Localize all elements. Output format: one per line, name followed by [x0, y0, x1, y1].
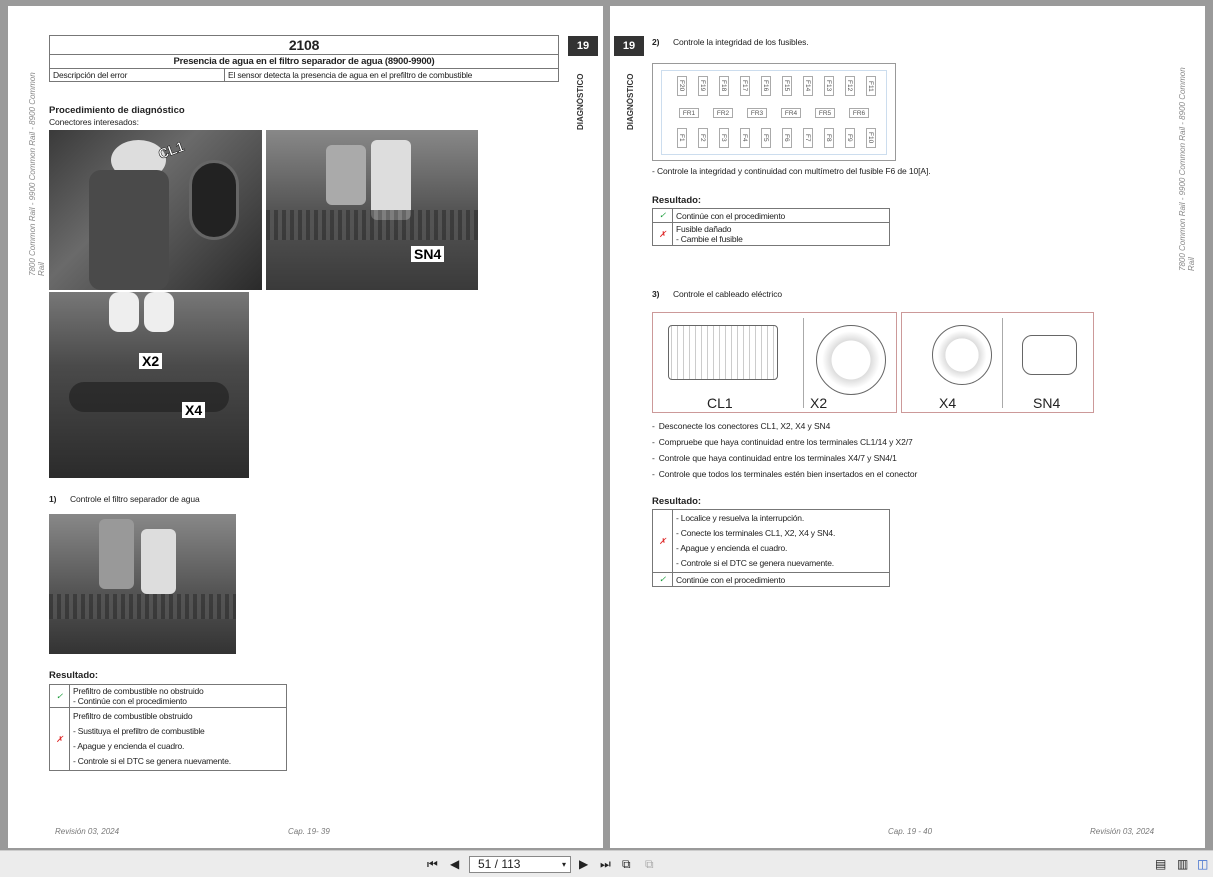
connector-diagram-cl1-x2 — [652, 312, 897, 413]
desc-label: Descripción del error — [50, 69, 225, 82]
relay-FR2: FR2 — [713, 108, 733, 118]
fuse-F11: F11 — [866, 76, 876, 96]
cross-icon: ✗ — [653, 223, 673, 246]
photo-cl1 — [49, 130, 262, 290]
cross-icon: ✗ — [653, 510, 673, 573]
conn-label-x2: X2 — [810, 395, 828, 411]
fuse-F8: F8 — [824, 128, 834, 148]
fuse-F19: F19 — [698, 76, 708, 96]
fuse-F17: F17 — [740, 76, 750, 96]
relay-FR4: FR4 — [781, 108, 801, 118]
photo-sn4 — [266, 130, 478, 290]
paste-icon[interactable]: ⧉ — [645, 857, 654, 871]
fuse-F12: F12 — [845, 76, 855, 96]
fuse-F15: F15 — [782, 76, 792, 96]
right-page — [610, 6, 1205, 848]
chevron-down-icon: ▾ — [561, 860, 566, 869]
fuse-F13: F13 — [824, 76, 834, 96]
conn-label-cl1: CL1 — [707, 395, 733, 411]
cross-icon: ✗ — [50, 708, 70, 771]
result-table: ✓ Prefiltro de combustible no obstruido - Continúe con el procedimiento ✗ Prefiltro de combustible obstruido - Sustituya el prefiltro de combustible - Apague y encienda el cuadro. - Controle si el DTC se genera nuevamente. — [49, 684, 287, 771]
step1-text: Controle el filtro separador de agua — [70, 494, 200, 504]
conn-label-x4: X4 — [939, 395, 957, 411]
wiring-result-table: ✗ - Localice y resuelva la interrupción. - Conecte los terminales CL1, X2, X4 y SN4. - Apague y encienda el cuadro. - Controle si el DTC se genera nuevamente. ✓ Continúe con el procedimiento — [652, 509, 890, 587]
fuse-F9: F9 — [845, 128, 855, 148]
footer-revision: Revisión 03, 2024 — [55, 827, 120, 836]
fuse-F1: F1 — [677, 128, 687, 148]
fuse-F2: F2 — [698, 128, 708, 148]
fuse-box-diagram — [652, 63, 896, 161]
check-icon: ✓ — [653, 573, 673, 587]
photo-x2-x4 — [49, 292, 249, 478]
fuse-F18: F18 — [719, 76, 729, 96]
step1-num: 1) — [49, 494, 57, 504]
label-cl1: CL1 — [156, 137, 187, 163]
fuse-F10: F10 — [866, 128, 876, 148]
two-page-icon[interactable]: ◫ — [1197, 857, 1209, 871]
next-page-button[interactable]: ▶ — [579, 857, 589, 871]
fuse-F7: F7 — [803, 128, 813, 148]
step3-text: Controle el cableado eléctrico — [673, 289, 782, 299]
check-icon: ✓ — [50, 685, 70, 708]
relay-FR6: FR6 — [849, 108, 869, 118]
result-title: Resultado: — [652, 195, 702, 206]
relay-FR1: FR1 — [679, 108, 699, 118]
connector-diagram-x4-sn4 — [901, 312, 1094, 413]
fuse-F4: F4 — [740, 128, 750, 148]
proc-sub: Conectores interesados: — [49, 117, 139, 127]
page-selector[interactable]: 51 / 113 ▾ — [469, 856, 571, 873]
wiring-checklist: - Desconecte los conectores CL1, X2, X4 y SN4 - Compruebe que haya continuidad entre los terminales CL1/14 y X2/7 - Controle que haya continuidad entre los terminales X4/7 y SN4/1 - Controle que todos los terminales estén bien insertados en el conector — [652, 421, 918, 479]
check-icon: ✓ — [653, 209, 673, 223]
error-header-table — [49, 35, 559, 82]
photo-filter — [49, 514, 236, 654]
fuse-F5: F5 — [761, 128, 771, 148]
proc-title: Procedimiento de diagnóstico — [49, 105, 185, 116]
step2-num: 2) — [652, 37, 660, 47]
conn-label-sn4: SN4 — [1033, 395, 1061, 411]
fuse-result-table: ✓ Continúe con el procedimiento ✗ Fusible dañado - Cambie el fusible — [652, 208, 890, 246]
relay-FR3: FR3 — [747, 108, 767, 118]
label-x4: X4 — [182, 402, 205, 418]
fuse-F14: F14 — [803, 76, 813, 96]
chapter-tab: 19 — [614, 36, 644, 56]
diag-label: DIAGNÓSTICO — [576, 73, 585, 130]
last-page-button[interactable]: ⏭ — [600, 857, 611, 871]
copy-icon[interactable]: ⧉ — [622, 857, 631, 871]
label-x2: X2 — [139, 353, 162, 369]
fuse-F20: F20 — [677, 76, 687, 96]
footer-revision: Revisión 03, 2024 — [1090, 827, 1155, 836]
side-title: 7800 Common Rail - 9900 Common Rail - 8900 Common Rail — [28, 72, 46, 276]
relay-FR5: FR5 — [815, 108, 835, 118]
chapter-tab: 19 — [568, 36, 598, 56]
desc-value: El sensor detecta la presencia de agua en el prefiltro de combustible — [225, 69, 559, 82]
side-title: 7800 Common Rail - 9900 Common Rail - 8900 Common Rail — [1178, 67, 1196, 271]
step3-num: 3) — [652, 289, 660, 299]
result-title: Resultado: — [652, 496, 702, 507]
diag-label: DIAGNÓSTICO — [626, 73, 635, 130]
fuse-F16: F16 — [761, 76, 771, 96]
prev-page-button[interactable]: ◀ — [450, 857, 460, 871]
step2-text: Controle la integridad de los fusibles. — [673, 37, 809, 47]
single-page-icon[interactable]: ▤ — [1155, 857, 1167, 871]
first-page-button[interactable]: ⏮ — [427, 857, 438, 871]
left-page — [8, 6, 603, 848]
viewer-toolbar — [0, 850, 1213, 877]
fuse-note: - Controle la integridad y continuidad con multímetro del fusible F6 de 10[A]. — [652, 166, 931, 176]
error-code: 2108 — [50, 36, 559, 55]
label-sn4: SN4 — [411, 246, 444, 262]
footer-page: Cap. 19- 39 — [288, 827, 330, 836]
error-title: Presencia de agua en el filtro separador de agua (8900-9900) — [50, 55, 559, 69]
fuse-F6: F6 — [782, 128, 792, 148]
footer-page: Cap. 19 - 40 — [888, 827, 933, 836]
fuse-F3: F3 — [719, 128, 729, 148]
result-title: Resultado: — [49, 670, 99, 681]
continuous-page-icon[interactable]: ▥ — [1177, 857, 1189, 871]
